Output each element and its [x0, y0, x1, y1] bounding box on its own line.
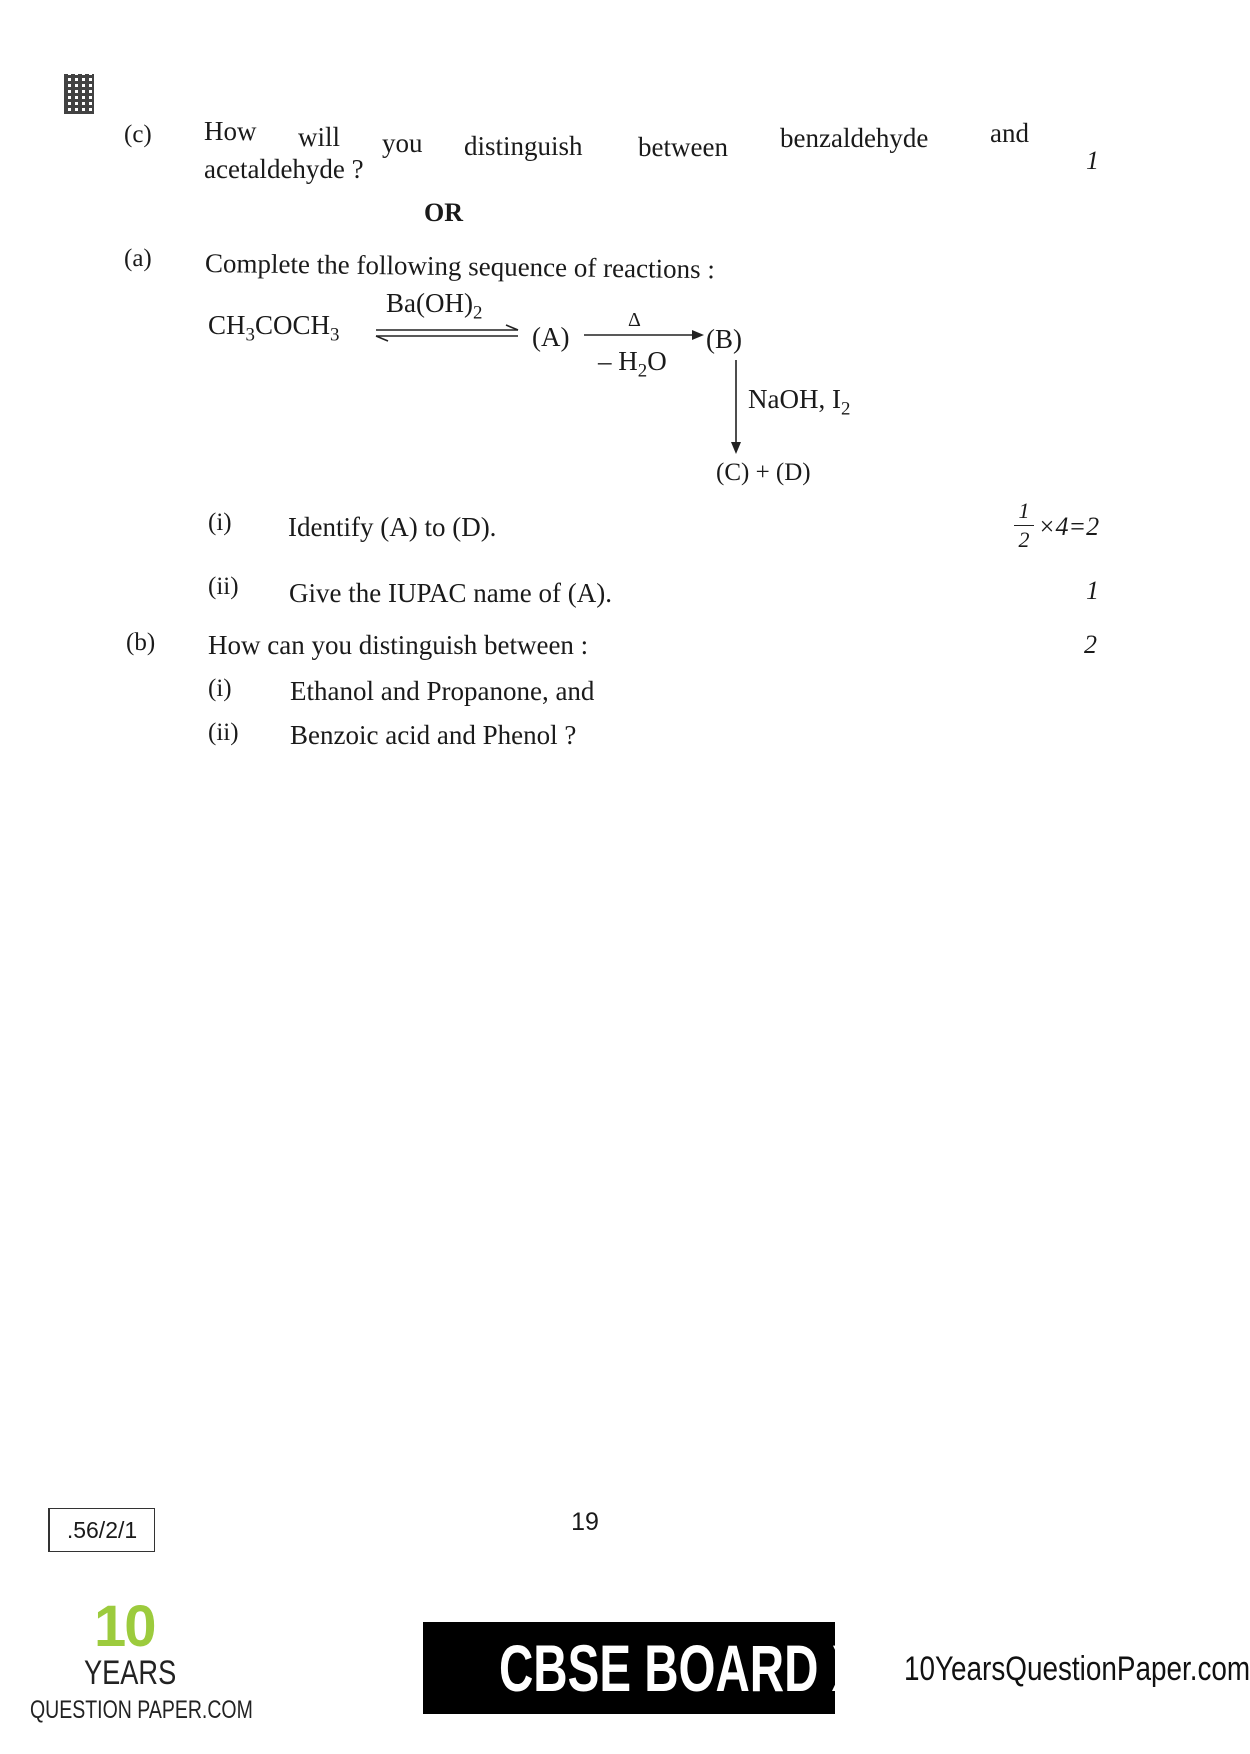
question-c-word: and — [990, 118, 1029, 148]
reagent-naoh-iodine: NaOH, $I_2$ — [748, 384, 851, 420]
product-b: (B) — [706, 324, 742, 354]
question-a-label: (a) — [124, 245, 152, 272]
reagent-barium-hydroxide: $Ba(OH)_2$ — [386, 288, 483, 324]
fraction-numerator: 1 — [1018, 498, 1030, 523]
sub-question-i-marks: ×4=2 — [1038, 512, 1100, 541]
reactant-formula: $CH_3COCH_3$ — [208, 310, 340, 346]
question-c-line2: acetaldehyde ? — [204, 154, 364, 184]
logo-years: YEARS — [84, 1654, 177, 1692]
heat-symbol: Δ — [628, 309, 641, 331]
question-c-word: How — [204, 116, 257, 146]
products-c-d: (C) + (D) — [716, 459, 811, 486]
question-b-ii-label: (ii) — [208, 719, 239, 746]
question-c-word: distinguish — [464, 131, 583, 161]
question-b-text: How can you distinguish between : — [208, 630, 589, 660]
question-b-i-text: Ethanol and Propanone, and — [290, 676, 595, 706]
down-arrow-icon — [728, 358, 744, 458]
question-b-i-label: (i) — [208, 675, 232, 702]
question-b-ii-text: Benzoic acid and Phenol ? — [290, 720, 577, 750]
sub-question-ii-marks: 1 — [1086, 576, 1099, 605]
question-c-label: (c) — [124, 121, 152, 148]
board-banner-text: CBSE BOARD XII — [498, 1631, 890, 1705]
board-banner — [423, 1622, 890, 1714]
website-link[interactable]: 10YearsQuestionPaper.com — [904, 1650, 1250, 1688]
sub-question-i-label: (i) — [208, 509, 232, 536]
question-c-word: between — [638, 132, 728, 162]
question-c-marks: 1 — [1086, 146, 1099, 175]
question-c-word: you — [382, 128, 423, 158]
question-b-marks: 2 — [1084, 630, 1097, 659]
minus-water: – $H_2O$ — [598, 346, 667, 382]
marks-fraction — [1010, 500, 1038, 551]
paper-code: .56/2/1 — [48, 1508, 155, 1552]
reaction-scheme — [0, 0, 1240, 523]
logo-number: 10 — [94, 1594, 155, 1659]
question-c-word: will — [298, 122, 341, 152]
reaction-arrow-icon — [582, 328, 706, 342]
sub-question-ii-label: (ii) — [208, 573, 239, 600]
question-b-label: (b) — [126, 629, 156, 656]
sub-question-ii-text: Give the IUPAC name of (A). — [289, 578, 612, 608]
sub-question-i-text: Identify (A) to (D). — [288, 512, 497, 542]
question-c-word: benzaldehyde — [780, 123, 929, 153]
logo-site: QUESTION PAPER.COM — [30, 1696, 253, 1724]
page-number: 19 — [571, 1508, 599, 1536]
equilibrium-arrow-icon — [370, 324, 524, 344]
fraction-denominator: 2 — [1018, 527, 1030, 552]
question-a-text: Complete the following sequence of reactions : — [204, 248, 716, 285]
product-a: (A) — [532, 322, 570, 352]
or-separator: OR — [424, 198, 463, 227]
